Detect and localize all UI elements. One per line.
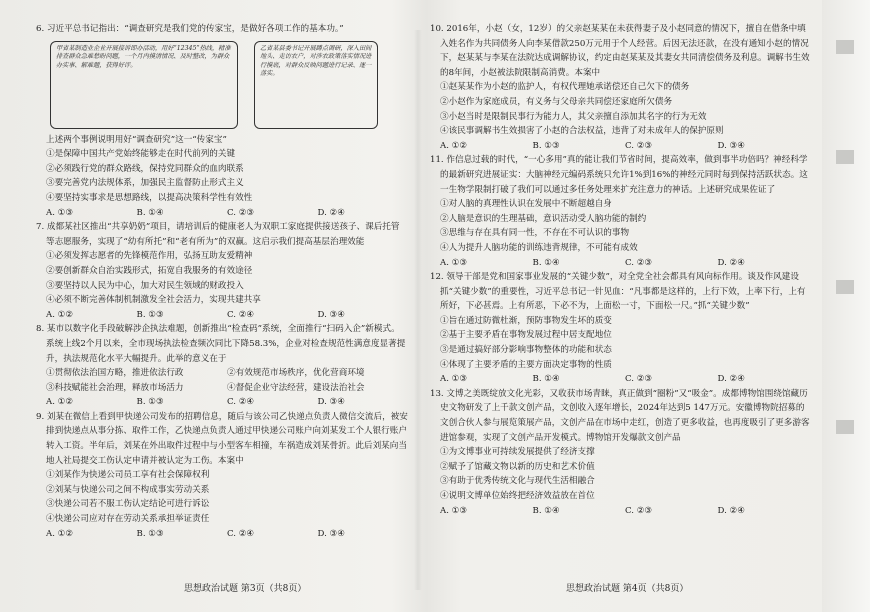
question-7-option-3: ③要坚持以人民为中心，加大对民生领域的财政投入 <box>46 280 244 291</box>
question-13-option-3: ③有助于优秀传统文化与现代生活相融合 <box>440 476 595 487</box>
choice-b: B. ①③ <box>136 397 164 408</box>
choice-d: D. ②④ <box>717 505 745 516</box>
question-7-option-1: ①必须发挥志愿者的先锋模范作用，弘扬互助友爱精神 <box>46 251 253 262</box>
choice-c: C. ②④ <box>227 309 255 320</box>
question-8-option-4: ④督促企业守法经营，建设法治社会 <box>227 382 365 393</box>
choice-a: A. ①③ <box>440 257 468 268</box>
question-9-stem: 9. 刘某在微信上看到甲快递公司发布的招聘信息，随后与该公司乙快递点负责人微信交流后，被安排到快递点从事分拣、取件工作，乙快递点负责人通过甲快递公司账户向刘某发工个人银行账户转入工资。半年后，刘某在外出取件过程中与小型客车相撞，车祸造成刘某骨折。此后刘某向当地人社局提交工伤认定申请并被认定为工伤。本案中 <box>36 411 408 466</box>
choice-b: B. ①④ <box>136 207 164 218</box>
question-12-option-4: ④体现了主要矛盾的主要方面决定事物的性质 <box>440 359 612 370</box>
choice-b: B. ①④ <box>532 374 560 385</box>
question-13-option-1: ①为文博事业可持续发展提供了经济支撑 <box>440 447 595 458</box>
question-8-choices <box>36 395 408 410</box>
question-8-option-2: ②有效规范市场秩序，优化营商环境 <box>227 368 365 379</box>
choice-d: D. ②④ <box>717 374 745 385</box>
question-11-option-4: ④人为提升人脑功能的训练违背规律，不可能有成效 <box>440 242 638 253</box>
question-11-stem: 11. 作信息过载的时代，“一心多用”真的能让我们节省时间，提高效率，做到事半功倍吗？神经科学的最新研究进展证实：大脑神经元编码系统只允许1%到16%的神经元同时每到保持活跃状态。这一生物学限制打破了我们可以通过多任务处理来扩充注意力的神话。上述研究成果佐证了 <box>430 155 808 195</box>
choice-d: D. ③④ <box>717 140 745 151</box>
choice-b: B. ①③ <box>136 309 164 320</box>
question-11-option-1: ①对人脑的真理性认识在发展中不断超越自身 <box>440 199 612 210</box>
edge-mark <box>836 420 854 434</box>
question-13-option-4: ④说明文博单位始终把经济效益放在首位 <box>440 491 595 501</box>
choice-b: B. ①③ <box>136 528 164 539</box>
material-box-b: 乙省某县委书记开展蹲点调研，深入田间地头、走访农户，对涉农政策落实情况进行摸底，对群众反映问题进行记录、逐一落实。 <box>254 41 378 129</box>
edge-mark <box>836 40 854 54</box>
page-4 <box>430 22 810 518</box>
question-13-stem: 13. 文博之美既绽放文化光彩，又收获市场青睐，真正做到“圈粉”又“吸金”。成都博物馆围绕馆藏历史文物研发了上千款文创产品，文创收入逐年增长，2024年达到5 147万元。安徽博物院招募的文创合伙人参与展览策展产品，文创产品在市场中走红，创造了更多收益，也再度吸引了更多游客进馆参观，实现了文创产品开发模式。博物馆开发爆款文创产品 <box>430 388 810 443</box>
question-11-choices <box>430 256 810 271</box>
question-6-material-boxes <box>50 41 408 129</box>
material-box-a: 甲省某制造业企业开展接诉即办活动，用好“12345”热线，精准排查群众急难愁盼问题，一个月内摸清情况、及时整改，为群众办实事、解难题，获得好评。 <box>50 41 238 129</box>
question-8-option-1: ①贯彻依法治国方略，推进依法行政 <box>46 368 184 379</box>
question-10-option-1: ①赵某某作为小赵的监护人，有权代理她承诺偿还自己欠下的债务 <box>440 82 690 93</box>
question-10-option-4: ④该民事调解书生效损害了小赵的合法权益，违背了对未成年人的保护原则 <box>440 126 724 137</box>
choice-a: A. ①③ <box>440 374 468 385</box>
question-7-stem: 7. 成都某社区推出“共享奶奶”项目，请培训后的健康老人为双职工家庭提供接送孩子、课后托管等志愿服务，实现了“幼有所托”和“老有所为”的双赢。这启示我们提高基层治理效能 <box>36 222 400 247</box>
question-7-option-4: ④必须不断完善体制机制激发全社会活力，实现共建共享 <box>46 295 261 306</box>
choice-c: C. ②④ <box>227 528 255 539</box>
choice-c: C. ②③ <box>625 505 653 516</box>
choice-a: A. ①② <box>46 397 74 408</box>
question-12-choices <box>430 372 810 387</box>
page-3 <box>36 22 408 541</box>
choice-a: A. ①③ <box>46 207 74 218</box>
page-fold-shadow <box>414 30 422 590</box>
choice-a: A. ①② <box>46 309 74 320</box>
choice-a: A. ①③ <box>440 505 468 516</box>
page-4-footer: 思想政治试题 第4页（共8页） <box>566 584 689 594</box>
choice-d: D. ③④ <box>317 397 345 408</box>
choice-b: B. ①④ <box>532 505 560 516</box>
question-10-choices <box>430 139 810 154</box>
choice-c: C. ②③ <box>625 374 653 385</box>
question-11-option-2: ②人脑是意识的生理基础，意识活动受人脑功能的制约 <box>440 213 647 224</box>
question-12-option-3: ③是通过搞好部分影响事物整体的功能和状态 <box>440 345 612 356</box>
question-13-option-2: ②赋予了馆藏文物以新的历史和艺术价值 <box>440 461 595 472</box>
question-9-option-1: ①刘某作为快递公司员工享有社会保障权利 <box>46 470 210 481</box>
question-11-option-3: ③思维与存在具有同一性，不存在不可认识的事物 <box>440 228 630 239</box>
question-9-option-2: ②刘某与快递公司之间不构成事实劳动关系 <box>46 484 210 495</box>
question-12-stem: 12. 领导干部是党和国家事业发展的“关键少数”，对全党全社会都具有风向标作用。谈及作风建设抓“关键少数”的重要性，习近平总书记一针见血：“凡事都是这样的，上行下效，上率下行，上有所好，下必甚焉。上有所恶，下必不为，上面松一寸，下面松一尺。”抓“关键少数” <box>430 272 806 312</box>
question-6-option-3: ③要完善党内法规体系，加强民主监督防止形式主义 <box>46 178 244 189</box>
choice-c: C. ②③ <box>227 207 255 218</box>
question-10-option-3: ③小赵当时是限制民事行为能力人，其父亲擅自添加其名字的行为无效 <box>440 111 707 122</box>
choice-b: B. ①③ <box>532 140 560 151</box>
question-6-intro: 上述两个事例说明用好“调查研究”这一“传家宝” <box>46 134 227 145</box>
choice-d: D. ②④ <box>717 257 745 268</box>
choice-d: D. ③④ <box>317 309 345 320</box>
edge-mark <box>836 150 854 164</box>
question-9-option-3: ③快递公司若不服工伤认定结论可进行诉讼 <box>46 499 210 510</box>
question-9-option-4: ④快递公司应对存在劳动关系承担举证责任 <box>46 514 210 525</box>
question-12-option-1: ①旨在通过防微杜渐，预防事物发生坏的质变 <box>440 315 612 326</box>
question-6-option-1: ①是保障中国共产党始终能够走在时代前列的关键 <box>46 149 236 160</box>
question-6-choices <box>36 206 408 221</box>
question-8-option-3: ③科技赋能社会治理，释放市场活力 <box>46 382 184 393</box>
choice-c: C. ②③ <box>625 140 653 151</box>
question-7-choices <box>36 308 408 323</box>
page-3-footer: 思想政治试题 第3页（共8页） <box>184 584 307 594</box>
choice-d: D. ②④ <box>317 207 345 218</box>
choice-a: A. ①② <box>46 528 74 539</box>
choice-a: A. ①② <box>440 140 468 151</box>
choice-c: C. ②④ <box>227 397 255 408</box>
choice-c: C. ②③ <box>625 257 653 268</box>
question-8-options-row-1 <box>36 366 408 381</box>
question-6-option-4: ④要坚持实事求是思想路线，以提高决策科学性有效性 <box>46 192 253 203</box>
question-8-options-row-2 <box>36 381 408 396</box>
question-12-option-2: ②基于主要矛盾在事物发展过程中居支配地位 <box>440 330 612 341</box>
question-13-choices <box>430 504 810 519</box>
question-10-stem: 10. 2016年，小赵（女，12岁）的父亲赵某某在未获得妻子及小赵同意的情况下，擅自在借条中填入姓名作为共同债务人向李某借款250万元用于个人经营。后因无法还款，在没有通知小赵的情况下，赵某某与李某在法院达成调解协议，约定由赵某某及其妻女共同清偿债务及利息。调解书生效的8年间，小赵被法院限制高消费。本案中 <box>430 24 810 78</box>
question-10-option-2: ②小赵作为家庭成员，有义务与父母亲共同偿还家庭所欠债务 <box>440 96 673 107</box>
edge-mark <box>836 280 854 294</box>
choice-b: B. ①④ <box>532 257 560 268</box>
answer-sheet-edge <box>822 0 870 612</box>
choice-d: D. ③④ <box>317 528 345 539</box>
question-7-option-2: ②要创新群众自治实践形式，拓宽自我服务的有效途径 <box>46 265 253 276</box>
question-6-stem: 6. 习近平总书记指出：“调查研究是我们党的传家宝，是做好各项工作的基本功。” <box>36 24 344 34</box>
question-8-stem: 8. 某市以数字化手段破解涉企执法难题，创新推出“检查码”系统，全面推行“扫码入企”新模式。系统上线2个月以来，全市现场执法检查频次同比下降58.3%，企业对检查规范性满意度显著提升，执法规范化水平大幅提升。此举的意义在于 <box>36 324 406 364</box>
question-6-option-2: ②必须践行党的群众路线，保持党同群众的血肉联系 <box>46 163 244 174</box>
question-9-choices <box>36 527 408 542</box>
